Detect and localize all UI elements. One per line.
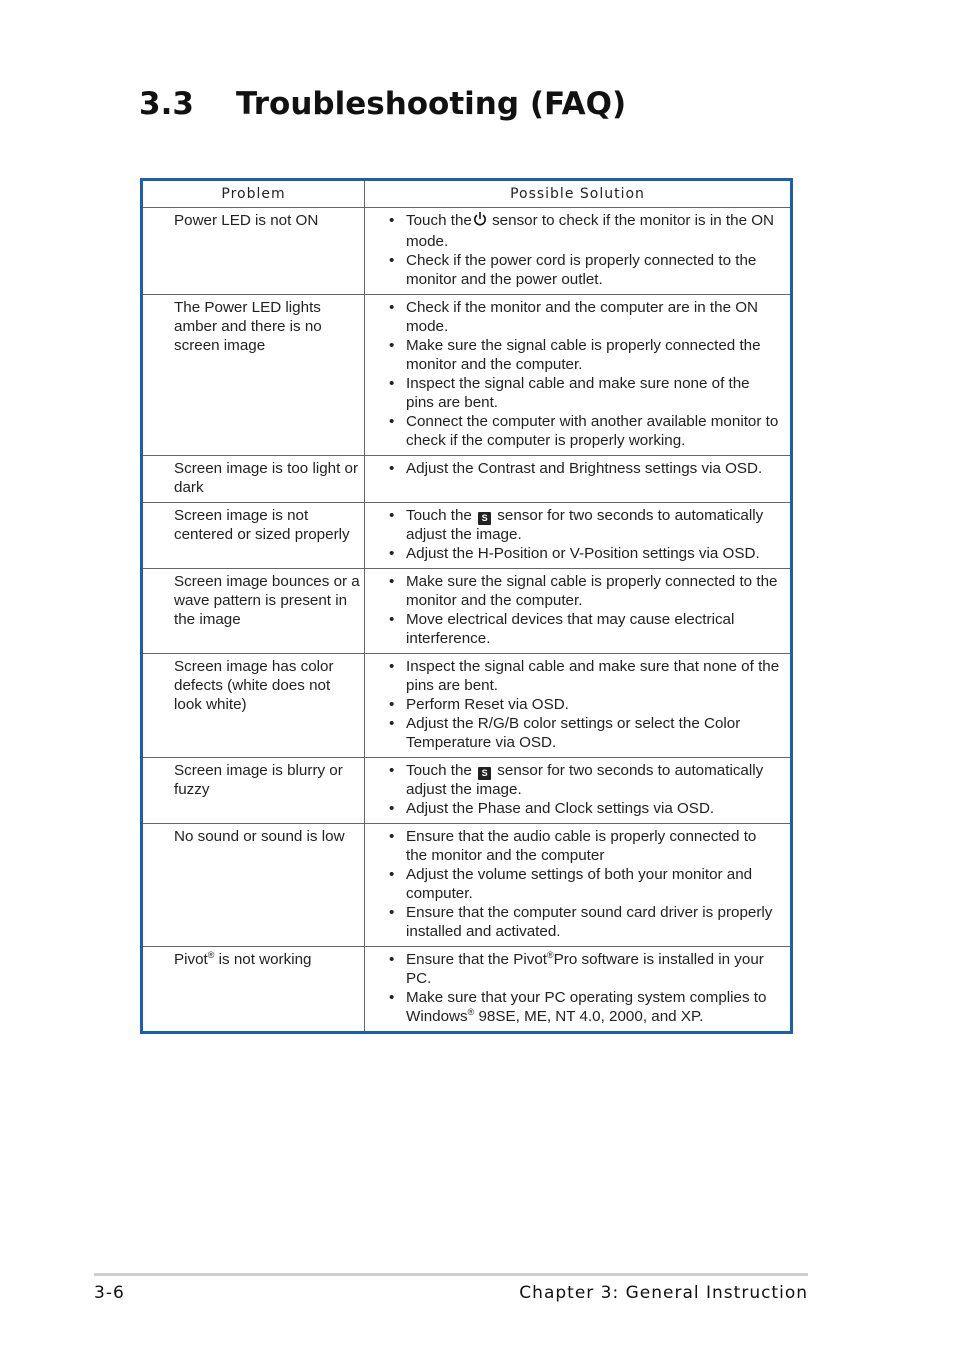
solution-item	[389, 865, 780, 903]
text-run: sensor to check if the monitor is in the ON mode.	[406, 212, 775, 250]
solution-item	[389, 657, 780, 695]
solution-item	[389, 714, 780, 752]
text-run: Make sure that your PC operating system complies to Windows	[406, 989, 767, 1025]
solution-cell	[365, 569, 792, 654]
text-run: 98SE, ME, NT 4.0, 2000, and XP.	[474, 1008, 704, 1025]
problem-cell: Screen image is not centered or sized properly	[142, 503, 365, 569]
problem-cell: Screen image bounces or a wave pattern is present in the image	[142, 569, 365, 654]
text-run: Adjust the R/G/B color settings or select the Color Temperature via OSD.	[406, 715, 741, 751]
solution-item	[389, 336, 780, 374]
text-run: Move electrical devices that may cause electrical interference.	[406, 611, 735, 647]
solution-item	[389, 610, 780, 648]
table-row	[142, 569, 792, 654]
text-run: Adjust the H-Position or V-Position settings via OSD.	[406, 545, 760, 562]
s-key-icon: S	[478, 512, 491, 525]
table-row	[142, 947, 792, 1033]
solution-cell	[365, 654, 792, 758]
solution-item	[389, 544, 780, 563]
text-run: Adjust the Contrast and Brightness settings via OSD.	[406, 460, 763, 477]
solution-item	[389, 761, 780, 799]
solution-cell	[365, 758, 792, 824]
solution-item	[389, 988, 780, 1026]
table-row	[142, 654, 792, 758]
text-run: Pivot	[174, 951, 208, 968]
text-run: Touch the	[406, 762, 477, 779]
footer-divider	[94, 1273, 808, 1276]
text-run: Touch the	[406, 507, 477, 524]
solution-item	[389, 211, 780, 251]
solution-cell	[365, 947, 792, 1033]
text-run: Adjust the Phase and Clock settings via OSD.	[406, 800, 715, 817]
solution-cell	[365, 295, 792, 456]
solution-cell	[365, 824, 792, 947]
solution-list	[389, 459, 780, 478]
solution-cell	[365, 208, 792, 295]
solution-cell	[365, 456, 792, 503]
text-run: Make sure the signal cable is properly connected the monitor and the computer.	[406, 337, 761, 373]
solution-list	[389, 657, 780, 752]
solution-list	[389, 761, 780, 818]
solution-list	[389, 506, 780, 563]
solution-list	[389, 211, 780, 289]
s-key-icon: S	[478, 767, 491, 780]
text-run: Ensure that the computer sound card driver is properly installed and activated.	[406, 904, 773, 940]
text-run: Make sure the signal cable is properly connected to the monitor and the computer.	[406, 573, 778, 609]
faq-table	[140, 178, 793, 1034]
table-row	[142, 456, 792, 503]
solution-item	[389, 412, 780, 450]
solution-item	[389, 459, 780, 478]
registered-mark: ®	[467, 1006, 475, 1017]
table-header-row	[142, 180, 792, 208]
solution-item	[389, 695, 780, 714]
solution-item	[389, 903, 780, 941]
text-run: sensor for two seconds to automatically adjust the image.	[406, 507, 764, 543]
text-run: Connect the computer with another available monitor to check if the computer is properly working.	[406, 413, 779, 449]
text-run: Ensure that the audio cable is properly connected to the monitor and the computer	[406, 828, 757, 864]
problem-cell: Power LED is not ON	[142, 208, 365, 295]
text-run: Touch the	[406, 212, 472, 229]
problem-cell: Screen image has color defects (white does not look white)	[142, 654, 365, 758]
problem-cell: Screen image is too light or dark	[142, 456, 365, 503]
text-run: sensor for two seconds to automatically adjust the image.	[406, 762, 764, 798]
column-header-solution: Possible Solution	[365, 180, 792, 208]
faq-table-body	[142, 208, 792, 1033]
page-number: 3-6	[94, 1283, 125, 1303]
solution-list	[389, 572, 780, 648]
solution-list	[389, 298, 780, 450]
text-run: is not working	[214, 951, 312, 968]
registered-mark: ®	[547, 949, 554, 960]
section-title: Troubleshooting (FAQ)	[236, 86, 627, 122]
text-run: Perform Reset via OSD.	[406, 696, 569, 713]
problem-cell: The Power LED lights amber and there is no screen image	[142, 295, 365, 456]
problem-cell: No sound or sound is low	[142, 824, 365, 947]
solution-item	[389, 799, 780, 818]
solution-item	[389, 572, 780, 610]
text-run: Pro software is installed in your PC.	[406, 951, 764, 987]
table-row	[142, 295, 792, 456]
solution-item	[389, 950, 780, 988]
power-icon	[473, 211, 487, 232]
column-header-problem: Problem	[142, 180, 365, 208]
solution-item	[389, 506, 780, 544]
text-run: Inspect the signal cable and make sure that none of the pins are bent.	[406, 658, 780, 694]
table-row	[142, 824, 792, 947]
solution-list	[389, 827, 780, 941]
solution-item	[389, 374, 780, 412]
text-run: Inspect the signal cable and make sure none of the pins are bent.	[406, 375, 750, 411]
solution-item	[389, 298, 780, 336]
solution-item	[389, 251, 780, 289]
text-run: Check if the power cord is properly connected to the monitor and the power outlet.	[406, 252, 757, 288]
table-row	[142, 758, 792, 824]
solution-item	[389, 827, 780, 865]
text-run: Ensure that the Pivot	[406, 951, 547, 968]
table-row	[142, 503, 792, 569]
section-heading	[139, 86, 626, 122]
registered-mark: ®	[207, 949, 215, 960]
table-row	[142, 208, 792, 295]
solution-cell	[365, 503, 792, 569]
problem-cell	[142, 947, 365, 1033]
solution-list	[389, 950, 780, 1026]
problem-cell: Screen image is blurry or fuzzy	[142, 758, 365, 824]
text-run: Adjust the volume settings of both your monitor and computer.	[406, 866, 753, 902]
chapter-title: Chapter 3: General Instruction	[519, 1283, 808, 1303]
text-run: Check if the monitor and the computer are in the ON mode.	[406, 299, 759, 335]
section-number: 3.3	[139, 86, 194, 122]
